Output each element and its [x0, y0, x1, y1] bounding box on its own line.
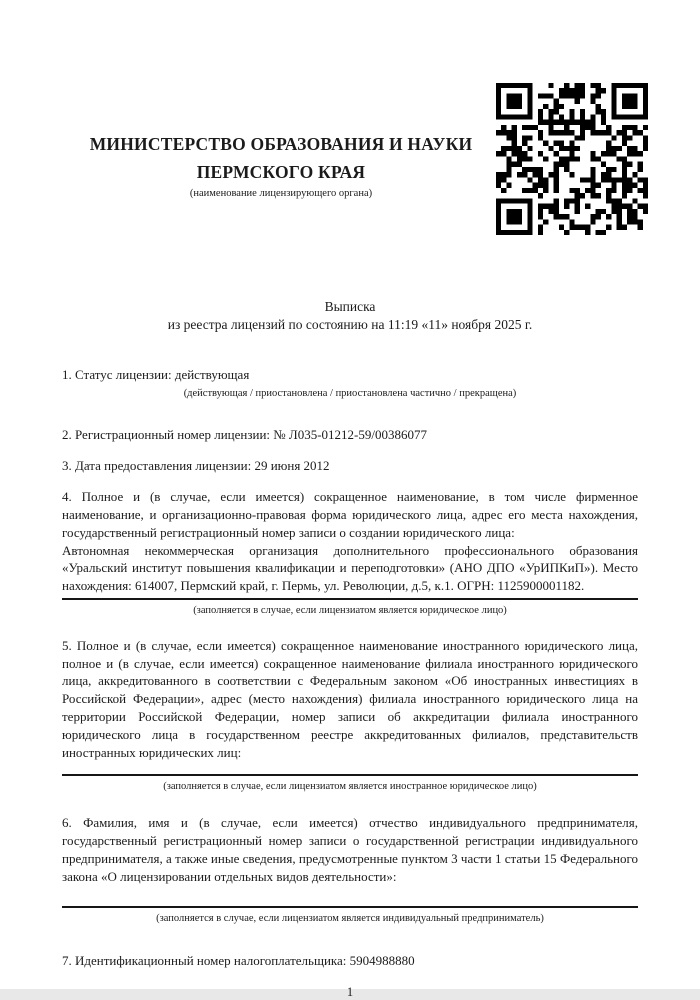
- legal-entity-value: Автономная некоммерческая организация дополнительного профессионального образования «Уральский институт повышения квалификации и переподготовки» (АНО ДПО «УрИПКиП»). Место нахождения: 614007, Пермский край, г. Пермь, ул. Революции, д.5, к.1. ОГРН: 1125900001182.: [62, 542, 638, 594]
- legal-entity-label: 4. Полное и (в случае, если имеется) сокращенное наименование, в том числе фирменное наименование, и организационно-правовая форма юридического лица, адрес его места нахождения, государственный регистрационный номер записи о создании юридического лица:: [62, 489, 638, 540]
- item-individual-entrepreneur: [62, 814, 638, 928]
- item-license-status: [62, 366, 638, 403]
- foreign-entity-label: 5. Полное и (в случае, если имеется) сокращенное наименование иностранного юридического лица, полное и (в случае, если имеется) сокращенное наименование филиала иностранного юридического лица, аккредитованного в соответствии с Федеральным законом «Об иностранных инвестициях в Российской Федерации», адрес (место нахождения) филиала иностранного юридического лица на территории Российской Федерации, номер записи об аккредитации филиала иностранного юридического лица в государственном реестре аккредитованных филиалов, представительств иностранных юридических лиц:: [62, 637, 638, 760]
- individual-entrepreneur-label: 6. Фамилия, имя и (в случае, если имеется) отчество индивидуального предпринимателя, государственный регистрационный номер записи о государственной регистрации индивидуального предпринимателя, а также иные сведения, предусмотренные пунктом 3 части 1 статьи 15 Федерального закона «О лицензировании отдельных видов деятельности»:: [62, 815, 638, 884]
- item-legal-entity: [62, 488, 638, 620]
- qr-code: [496, 83, 648, 235]
- legal-entity-fill-line: [62, 598, 638, 600]
- foreign-entity-footnote: (заполняется в случае, если лицензиатом является иностранное юридическое лицо): [163, 781, 537, 793]
- legal-entity-footnote: (заполняется в случае, если лицензиатом является юридическое лицо): [193, 604, 507, 616]
- page-number: 1: [346, 984, 354, 999]
- ministry-name-line2: ПЕРМСКОГО КРАЯ: [196, 162, 366, 182]
- licensing-authority-block: [62, 130, 500, 199]
- item-registration-number: 2. Регистрационный номер лицензии: № Л035-01212-59/00386077: [62, 426, 428, 442]
- document-title: [62, 298, 638, 333]
- item-taxpayer-id: 7. Идентификационный номер налогоплательщика: 5904988880: [62, 953, 415, 969]
- item-foreign-entity: [62, 637, 638, 796]
- ministry-name-line1: МИНИСТЕРСТВО ОБРАЗОВАНИЯ И НАУКИ: [89, 134, 473, 154]
- license-status-text: 1. Статус лицензии: действующая: [62, 367, 250, 382]
- item-grant-date: 3. Дата предоставления лицензии: 29 июня 2012: [62, 458, 330, 474]
- individual-entrepreneur-fill-line: [62, 906, 638, 908]
- foreign-entity-fill-line: [62, 774, 638, 776]
- ministry-name-caption: (наименование лицензирующего органа): [189, 188, 373, 199]
- document-title-line1: Выписка: [324, 299, 376, 314]
- document-body: [0, 298, 700, 1000]
- document-header: [0, 0, 700, 250]
- individual-entrepreneur-footnote: (заполняется в случае, если лицензиатом является индивидуальный предприниматель): [156, 913, 544, 925]
- document-title-line2: из реестра лицензий по состоянию на 11:19 «11» ноября 2025 г.: [167, 316, 533, 332]
- license-status-hint: (действующая / приостановлена / приостановлена частично / прекращена): [183, 387, 517, 399]
